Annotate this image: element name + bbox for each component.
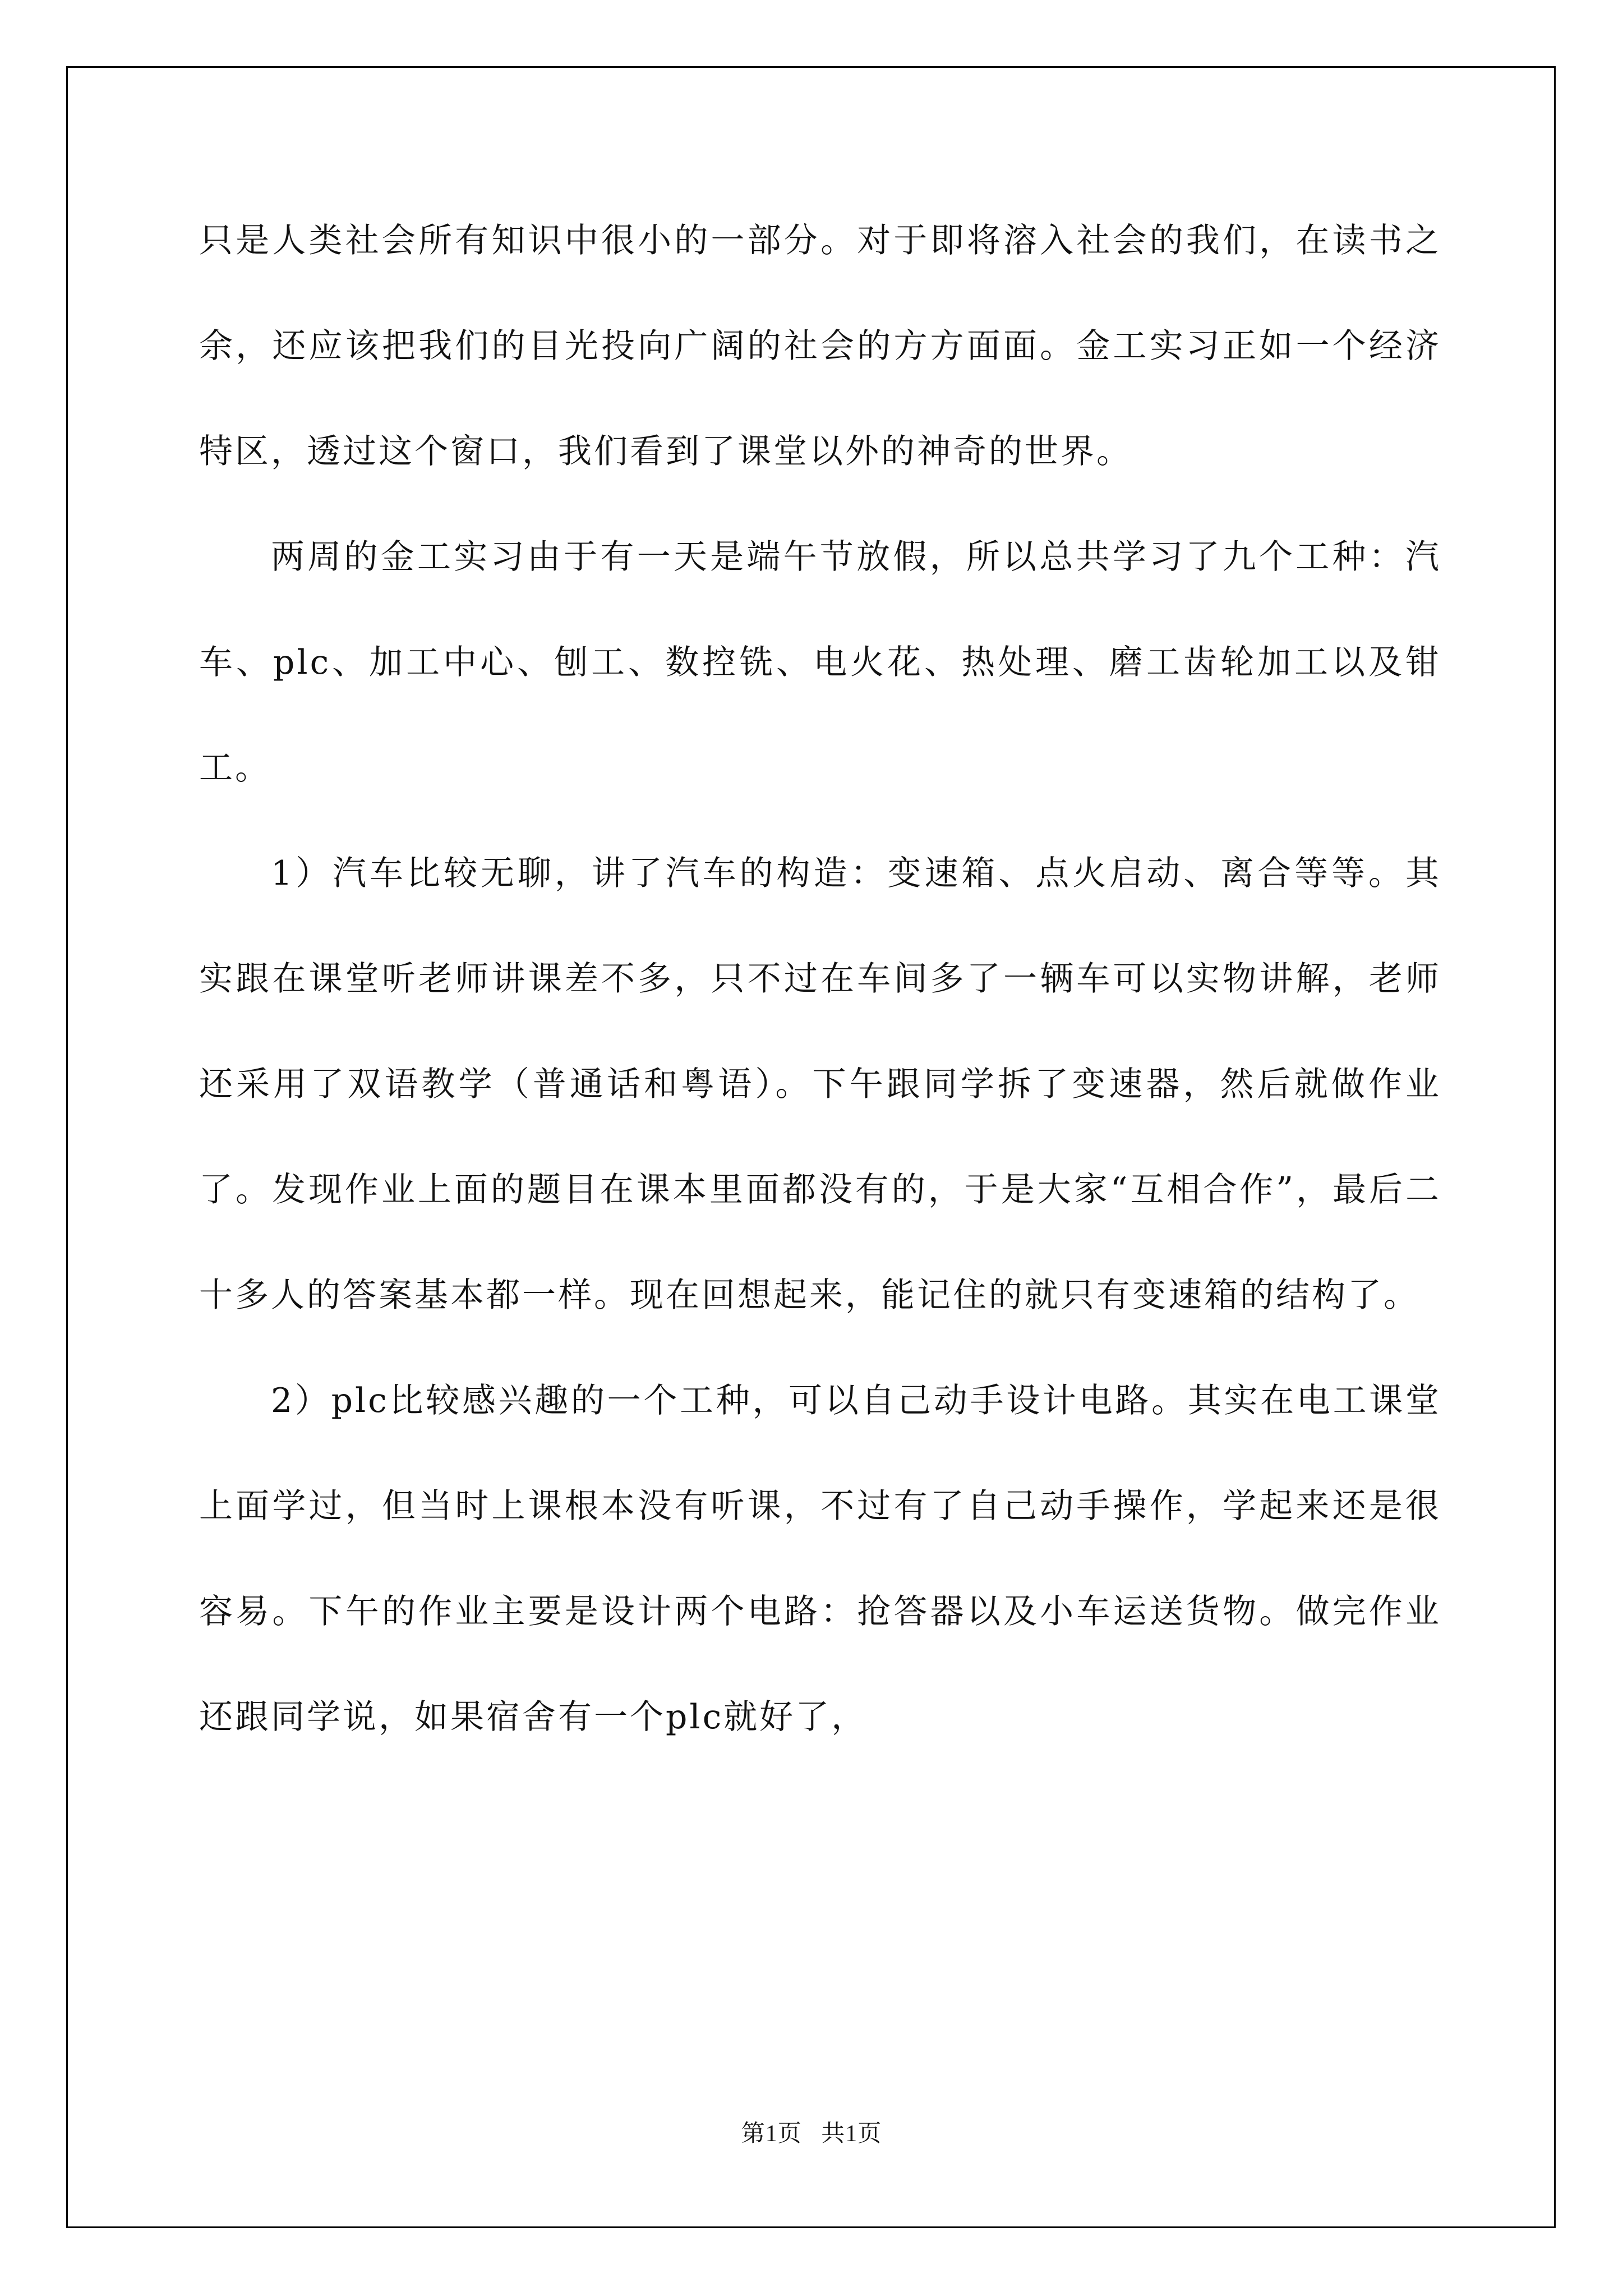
page-total: 共1页 [821,2121,882,2147]
paragraph-3: 1）汽车比较无聊，讲了汽车的构造：变速箱、点火启动、离合等等。其实跟在课堂听老师讲课差不多，只不过在车间多了一辆车可以实物讲解，老师还采用了双语教学（普通话和粤语）。下午跟同学拆了变速器，然后就做作业了。发现作业上面的题目在课本里面都没有的，于是大家“互相合作”，最后二十多人的答案基本都一样。现在回想起来，能记住的就只有变速箱的结构了。 [199,854,1441,1315]
document-body [199,188,1441,1770]
paragraph-2: 两周的金工实习由于有一天是端午节放假，所以总共学习了九个工种：汽车、plc、加工中心、刨工、数控铣、电火花、热处理、磨工齿轮加工以及钳工。 [199,537,1441,788]
paragraph-1: 只是人类社会所有知识中很小的一部分。对于即将溶入社会的我们，在读书之余，还应该把我们的目光投向广阔的社会的方方面面。金工实习正如一个经济特区，透过这个窗口，我们看到了课堂以外的神奇的世界。 [199,221,1441,471]
page-footer [0,2115,1623,2148]
page-number: 第1页 [741,2121,802,2147]
paragraph-4: 2）plc比较感兴趣的一个工种，可以自己动手设计电路。其实在电工课堂上面学过，但当时上课根本没有听课，不过有了自己动手操作，学起来还是很容易。下午的作业主要是设计两个电路：抢答器以及小车运送货物。做完作业还跟同学说，如果宿舍有一个plc就好了， [199,1381,1441,1737]
